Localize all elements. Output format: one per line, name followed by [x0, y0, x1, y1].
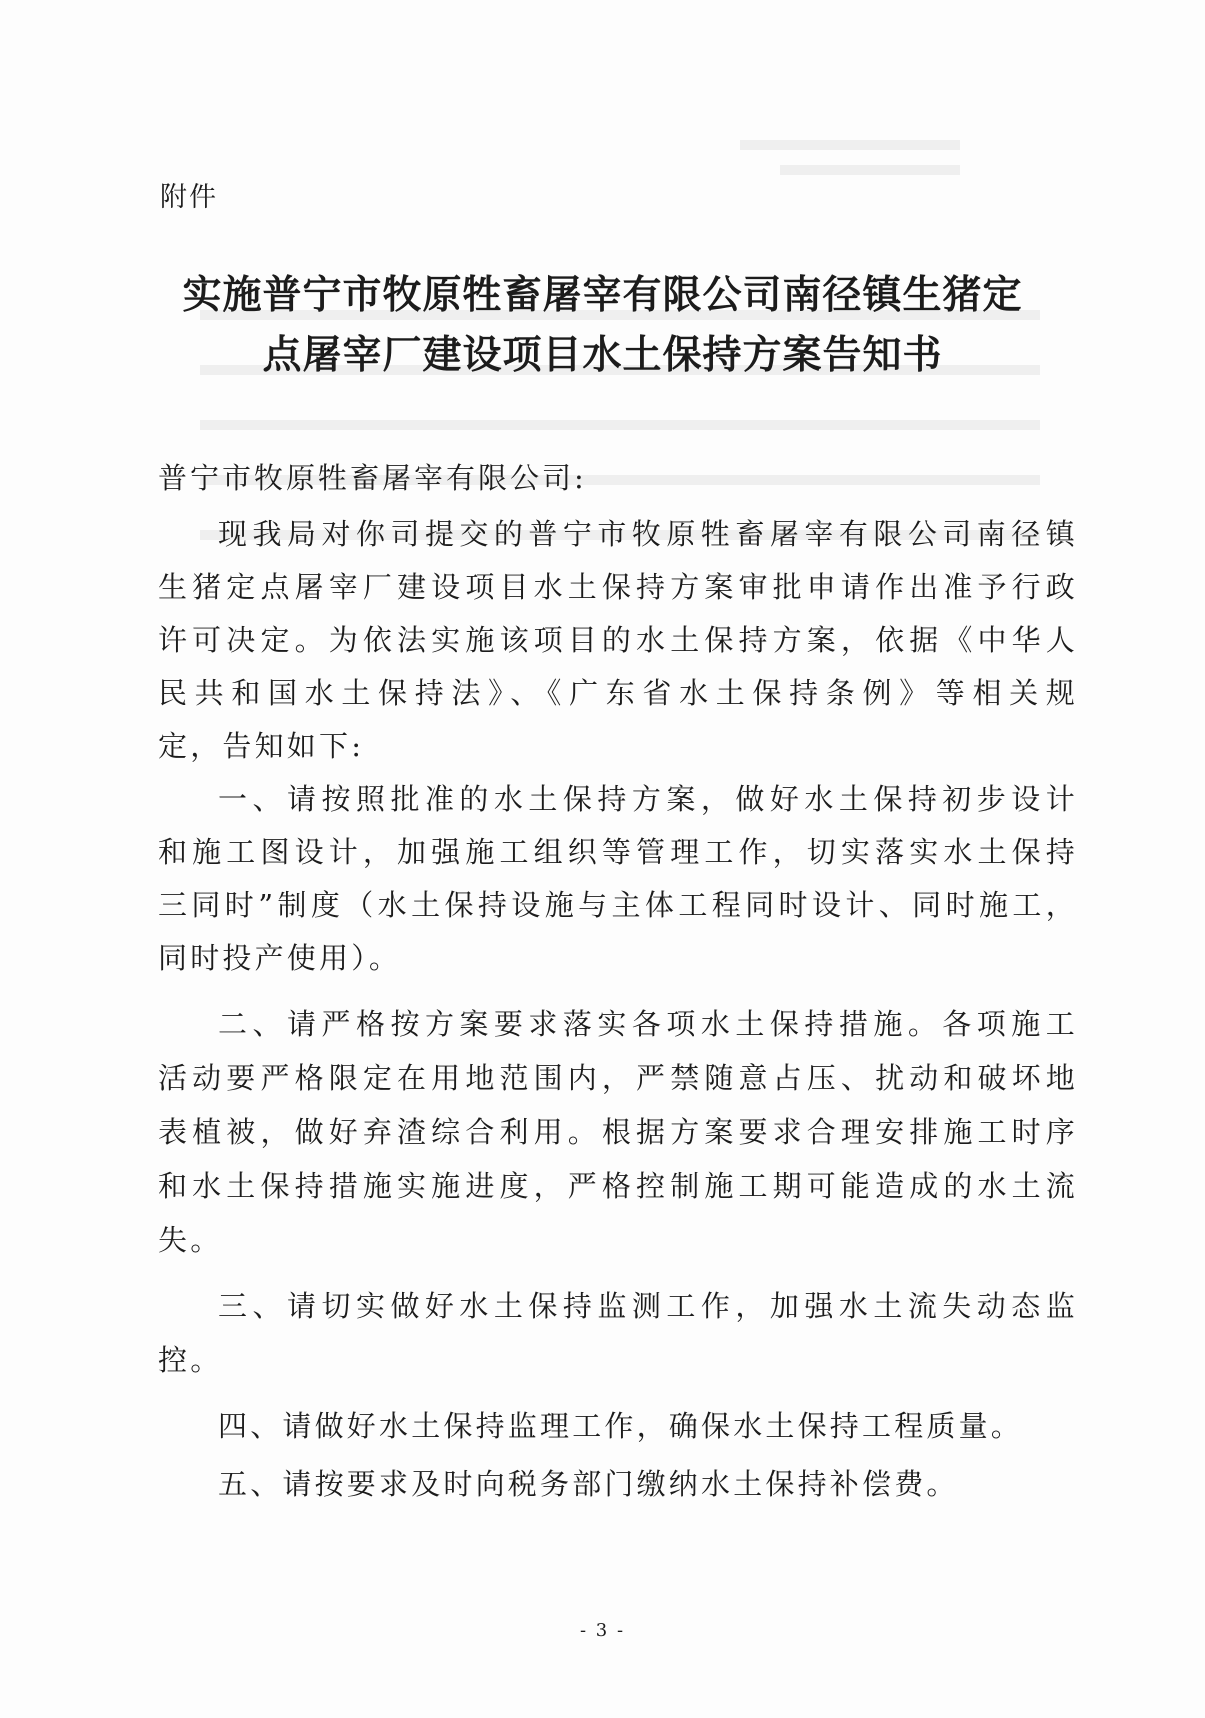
body-line: 生猪定点屠宰厂建设项目水土保持方案审批申请作出准予行政 [158, 570, 1078, 604]
body-line: 一、请按照批准的水土保持方案，做好水土保持初步设计 [218, 782, 1078, 816]
document-title-line-2: 点屠宰厂建设项目水土保持方案告知书 [262, 332, 943, 378]
page-number: - 3 - [579, 1620, 626, 1641]
body-line: 控。 [158, 1343, 223, 1377]
body-line: 和施工图设计，加强施工组织等管理工作，切实落实水土保持 [158, 835, 1078, 869]
body-line: 二、请严格按方案要求落实各项水土保持措施。各项施工 [218, 1007, 1078, 1041]
body-line: 许可决定。为依法实施该项目的水土保持方案，依据《中华人 [158, 623, 1078, 657]
body-line: 五、请按要求及时向税务部门缴纳水土保持补偿费。 [218, 1467, 959, 1501]
body-line: 四、请做好水土保持监理工作，确保水土保持工程质量。 [218, 1409, 1024, 1443]
body-line: 失。 [158, 1223, 223, 1257]
document-title-line-1: 实施普宁市牧原牲畜屠宰有限公司南径镇生猪定 [182, 272, 1023, 318]
body-line: 活动要严格限定在用地范围内，严禁随意占压、扰动和破坏地 [158, 1061, 1078, 1095]
body-line: 民共和国水土保持法》、《广东省水土保持条例》等相关规 [158, 676, 1078, 710]
body-line: 三同时”制度（水土保持设施与主体工程同时设计、同时施工， [158, 888, 1078, 922]
body-line: 表植被，做好弃渣综合利用。根据方案要求合理安排施工时序 [158, 1115, 1078, 1149]
addressee: 普宁市牧原牲畜屠宰有限公司: [158, 461, 587, 495]
body-line: 和水土保持措施实施进度，严格控制施工期可能造成的水土流 [158, 1169, 1078, 1203]
body-line: 现我局对你司提交的普宁市牧原牲畜屠宰有限公司南径镇 [218, 517, 1078, 551]
body-line: 三、请切实做好水土保持监测工作，加强水土流失动态监 [218, 1289, 1078, 1323]
body-line: 同时投产使用）。 [158, 941, 402, 975]
attachment-label: 附件 [160, 182, 218, 213]
body-line: 定，告知如下: [158, 729, 365, 763]
